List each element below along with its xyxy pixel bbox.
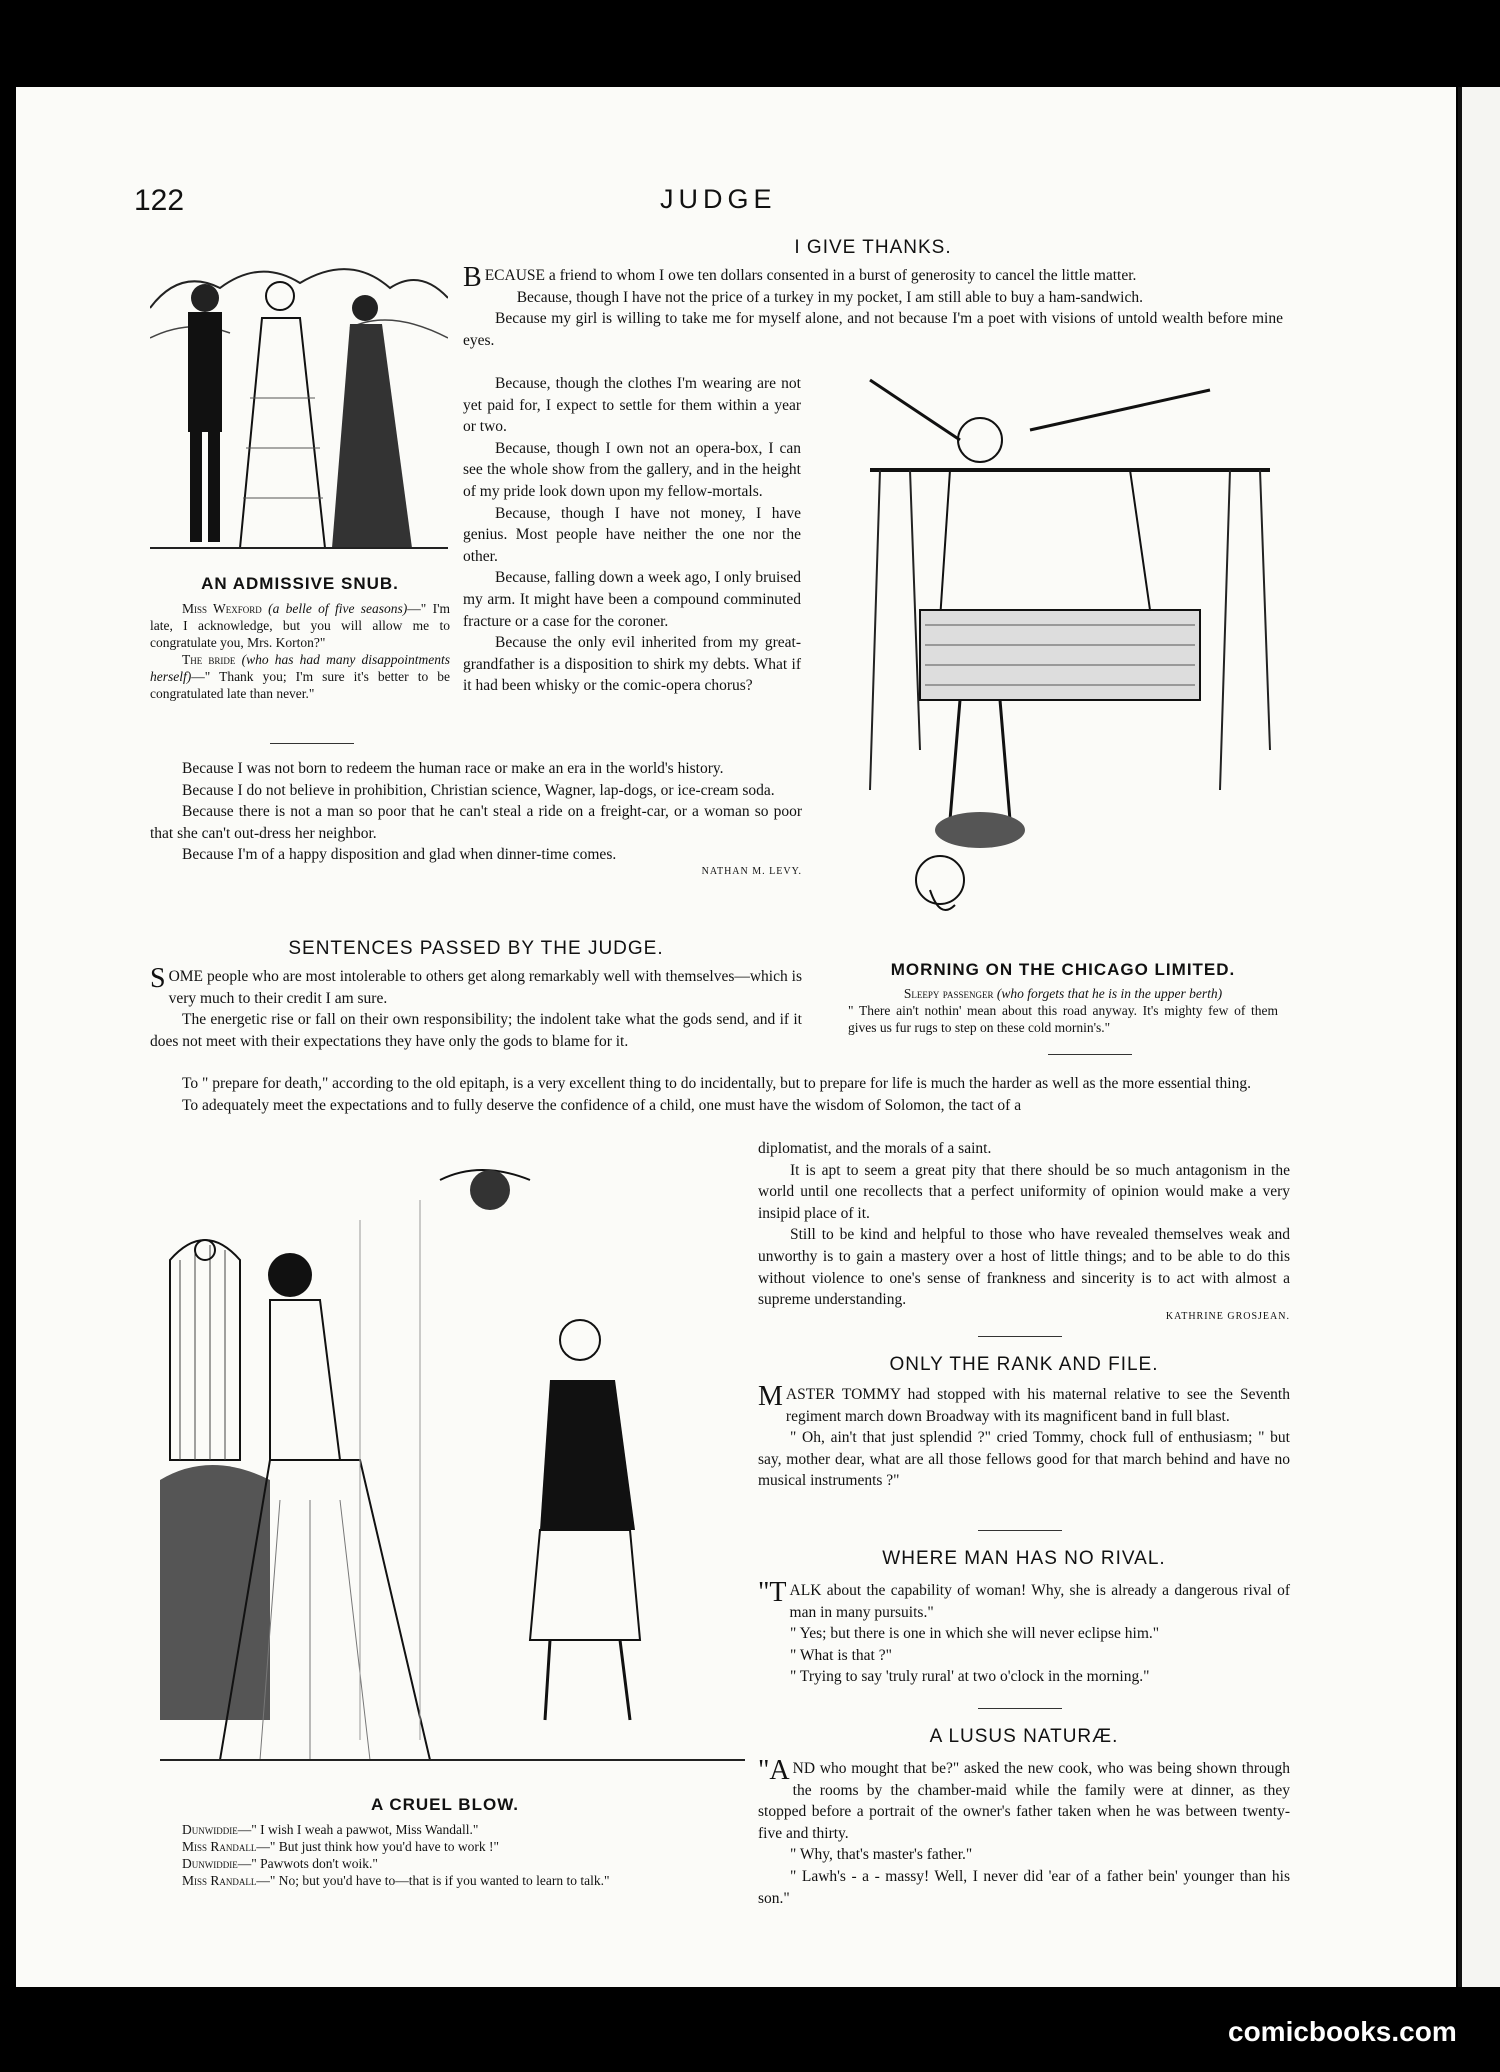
rival-p4: " Trying to say 'truly rural' at two o'clock in the morning." <box>790 1668 1150 1686</box>
snub-note-1: (a belle of five seasons) <box>268 601 408 616</box>
morning-title: MORNING ON THE CHICAGO LIMITED. <box>890 960 1236 979</box>
divider-rule <box>1048 1054 1132 1055</box>
sentences-p4b: diplomatist, and the morals of a saint. <box>758 1140 992 1157</box>
thanks-p9: Because I was not born to redeem the human race or make an era in the world's history. <box>182 760 724 777</box>
rival-p2: " Yes; but there is one in which she will never eclipse him." <box>790 1625 1160 1643</box>
lusus-p2: " Why, that's master's father." <box>790 1846 973 1864</box>
thanks-author: NATHAN M. LEVY. <box>701 865 802 877</box>
morning-caption <box>848 960 1278 1036</box>
snub-caption <box>150 574 450 702</box>
thanks-p6: Because, though I have not money, I have genius. Most people have neither the one nor the other. <box>463 504 801 565</box>
rival-dropcap: "T <box>758 1577 787 1608</box>
thanks-dropcap: B <box>463 262 482 293</box>
thanks-p10: Because I do not believe in prohibition, Christian science, Wagner, lap-dogs, or ice-cream soda. <box>182 781 775 799</box>
divider-rule <box>978 1708 1062 1709</box>
divider-rule <box>978 1336 1062 1337</box>
thanks-p8: Because the only evil inherited from my great-grandfather is a disposition to shirk my debts. What if it had been whisky or the comic-opera chorus? <box>463 634 801 695</box>
thanks-p4: Because, though the clothes I'm wearing are not yet paid for, I expect to settle for them within a year or two. <box>463 375 801 436</box>
snub-speaker-1: Miss Wexford <box>182 601 262 616</box>
sentences-p1: OME people who are most intolerable to others get along remarkably well with themselves—which is very much to their credit I am sure. <box>168 968 802 1007</box>
sentences-body-right <box>758 1138 1290 1322</box>
wedding-illustration <box>150 248 448 566</box>
snub-line-2: —" Thank you; I'm sure it's better to be congratulated late than never." <box>150 669 450 701</box>
thanks-p5: Because, though I own not an opera-box, I can see the whole show from the gallery, and in the height of my pride look down upon my fellow-mortals. <box>463 439 801 500</box>
sentences-dropcap: S <box>150 963 166 994</box>
watermark: comicbooks.com <box>1228 2016 1457 2047</box>
lusus-body <box>758 1755 1290 1909</box>
rank-p2: " Oh, ain't that just splendid ?" cried Tommy, chock full of enthusiasm; " but say, mother dear, what are all those fellows good for that march behind and have no musical instruments ?" <box>758 1429 1290 1490</box>
thanks-body-wide <box>463 262 1283 351</box>
morning-line: " There ain't nothin' mean about this road anyway. It's mighty few of them gives us fur rugs to step on these cold mornin's." <box>848 1003 1278 1035</box>
cruel-caption <box>150 1795 740 1889</box>
sentences-body-left <box>150 963 802 1052</box>
cruel-speaker-2: Miss Randall <box>182 1839 257 1854</box>
snub-speaker-2: The bride <box>182 652 236 667</box>
rival-title: WHERE MAN HAS NO RIVAL. <box>882 1548 1166 1569</box>
rival-body <box>758 1577 1290 1688</box>
page-number: 122 <box>134 184 185 217</box>
morning-note: (who forgets that he is in the upper berth) <box>996 986 1223 1001</box>
cruel-title: A CRUEL BLOW. <box>370 1795 520 1814</box>
sentences-p3: To " prepare for death," according to the old epitaph, is a very excellent thing to do incidentally, but to prepare for life is much the harder as well as the more essential thing. <box>182 1075 1251 1092</box>
rank-p1: ASTER TOMMY had stopped with his maternal relative to see the Seventh regiment march down Broadway with its magnificent band in full blast. <box>785 1386 1290 1425</box>
thanks-p11: Because there is not a man so poor that he can't steal a ride on a freight-car, or a woman so poor that she can't out-dress her neighbor. <box>150 803 802 842</box>
thanks-p12: Because I'm of a happy disposition and glad when dinner-time comes. <box>182 846 617 864</box>
rival-p1: ALK about the capability of woman! Why, she is already a dangerous rival of man in many pursuits." <box>789 1582 1290 1621</box>
cruel-speaker-3: Dunwiddie <box>182 1856 238 1871</box>
divider-rule <box>270 743 354 744</box>
snub-note-2: (who has had many disappointments herself) <box>150 652 451 684</box>
thanks-p7: Because, falling down a week ago, I only bruised my arm. It might have been a compound comminuted fracture or a case for the coroner. <box>463 569 801 630</box>
sentences-title: SENTENCES PASSED BY THE JUDGE. <box>288 938 664 959</box>
thanks-title: I GIVE THANKS. <box>794 237 952 258</box>
thanks-p3: Because my girl is willing to take me for myself alone, and not because I'm a poet with visions of untold wealth before mine eyes. <box>463 310 1283 349</box>
sentences-p5: It is apt to seem a great pity that there should be so much antagonism in the world until one recollects that a perfect uniformity of opinion would make a very insipid place of it. <box>758 1161 1290 1222</box>
cruel-speaker-4: Miss Randall <box>182 1873 257 1888</box>
facing-page-edge <box>1462 87 1500 1987</box>
sentences-p6: Still to be kind and helpful to those who have revealed themselves weak and unworthy is to gain a mastery over a host of little things; and to be able to do this without violence to one's sense of frankness and sincerity is to act with almost a supreme understanding. <box>758 1226 1290 1309</box>
thanks-body-lower <box>150 758 802 877</box>
rank-title: ONLY THE RANK AND FILE. <box>889 1354 1159 1375</box>
parrot-illustration <box>160 1160 745 1785</box>
rank-body <box>758 1381 1290 1492</box>
cruel-line-1: —" I wish I weah a pawwot, Miss Wandall." <box>237 1822 479 1837</box>
rival-p3: " What is that ?" <box>790 1646 892 1664</box>
rank-dropcap: M <box>758 1381 783 1412</box>
snub-line-1: —" I'm late, I acknowledge, but you will allow me to congratulate you, Mrs. Korton?" <box>150 601 450 650</box>
lusus-p1: ND who mought that be?" asked the new cook, who was being shown through the rooms by the chamber-maid while the family were at dinner, as they stopped before a portrait of the owner's father taken when he was between twenty-five and thirty. <box>758 1760 1290 1842</box>
thanks-body-narrow <box>463 373 801 697</box>
masthead: JUDGE <box>660 184 777 214</box>
snub-title: AN ADMISSIVE SNUB. <box>201 574 399 593</box>
sentences-body-full <box>150 1073 1290 1116</box>
lusus-dropcap: "A <box>758 1755 790 1786</box>
cruel-speaker-1: Dunwiddie <box>182 1822 238 1837</box>
cruel-line-3: —" Pawwots don't woik." <box>237 1856 378 1871</box>
lusus-p3: " Lawh's - a - massy! Well, I never did 'ear of a father bein' younger than his son." <box>758 1867 1290 1907</box>
thanks-p1: ECAUSE a friend to whom I owe ten dollars consented in a burst of generosity to cancel the little matter. <box>484 267 1137 284</box>
cruel-line-2: —" But just think how you'd have to work !" <box>256 1839 499 1854</box>
cruel-line-4: —" No; but you'd have to—that is if you wanted to learn to talk." <box>256 1873 610 1888</box>
divider-rule <box>978 1530 1062 1531</box>
lusus-title: A LUSUS NATURÆ. <box>929 1726 1119 1747</box>
morning-speaker: Sleepy passenger <box>903 986 994 1001</box>
berth-illustration <box>830 370 1285 925</box>
thanks-p2: Because, though I have not the price of a turkey in my pocket, I am still able to buy a ham-sandwich. <box>516 288 1143 306</box>
sentences-p4a: To adequately meet the expectations and to fully deserve the confidence of a child, one must have the wisdom of Solomon, the tact of a <box>182 1096 1022 1114</box>
sentences-p2: The energetic rise or fall on their own responsibility; the indolent take what the gods send, and if it does not meet with their expectations they have only the gods to blame for it. <box>150 1011 802 1050</box>
sentences-author: KATHRINE GROSJEAN. <box>1165 1310 1290 1322</box>
